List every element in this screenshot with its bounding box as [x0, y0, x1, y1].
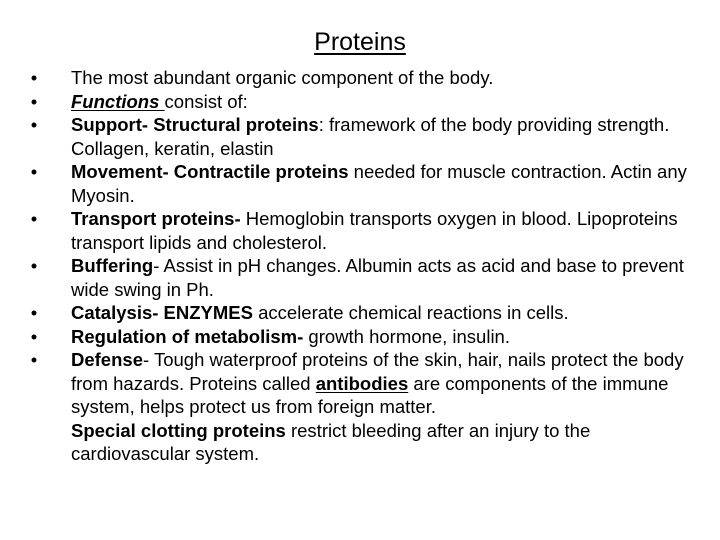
bullet-icon: • — [30, 114, 38, 135]
item-text: : framework of the body providing strength. Collagen, keratin, elastin — [71, 114, 670, 159]
item-tail: are components of the immune system, helps protect us from foreign matter. — [71, 372, 669, 417]
bullet-icon: • — [30, 67, 38, 88]
bullet-icon: • — [30, 325, 38, 347]
bullet-icon: • — [30, 255, 38, 276]
list-item — [27, 325, 707, 349]
item-text: - Tough waterproof proteins of the skin, hair, nails protect the body from hazards. Proteins called — [71, 349, 684, 394]
list-item — [27, 348, 707, 419]
bullet-icon: • — [30, 208, 38, 229]
bullet-icon: • — [30, 302, 38, 323]
item-text: Hemoglobin transports oxygen in blood. Lipoproteins transport lipids and cholesterol. — [71, 208, 678, 253]
item-lead: Movement- Contractile proteins — [71, 161, 349, 182]
item-lead: Functions — [71, 90, 165, 112]
item-lead: Catalysis- ENZYMES — [71, 302, 253, 323]
item-lead: Special clotting proteins — [71, 419, 286, 441]
item-text: The most abundant organic component of the body. — [71, 67, 494, 88]
list-item — [27, 113, 707, 160]
bullet-icon: • — [30, 161, 38, 182]
item-text: - Assist in pH changes. Albumin acts as acid and base to prevent wide swing in Ph. — [71, 255, 684, 300]
slide-title: Proteins — [314, 28, 406, 56]
bullet-list — [27, 66, 707, 466]
item-lead: Regulation of metabolism- — [71, 325, 304, 347]
list-item — [27, 419, 707, 466]
item-lead: Defense — [71, 349, 143, 370]
item-lead: Buffering — [71, 255, 154, 276]
item-lead: Transport proteins- — [71, 208, 241, 229]
item-emphasis: antibodies — [315, 372, 409, 394]
bullet-icon: • — [30, 90, 38, 112]
list-item — [27, 90, 707, 114]
item-text: restrict bleeding after an injury to the cardiovascular system. — [71, 419, 591, 464]
list-item — [27, 301, 707, 325]
item-text: growth hormone, insulin. — [303, 325, 510, 347]
bullet-icon: • — [30, 349, 38, 370]
list-item — [27, 160, 707, 207]
item-text: accelerate chemical reactions in cells. — [252, 302, 569, 323]
item-text: consist of: — [164, 90, 248, 112]
item-text: needed for muscle contraction. Actin any Myosin. — [71, 161, 687, 206]
list-item — [27, 66, 707, 90]
list-item — [27, 254, 707, 301]
list-item — [27, 207, 707, 254]
item-lead: Support- Structural proteins — [71, 114, 319, 135]
